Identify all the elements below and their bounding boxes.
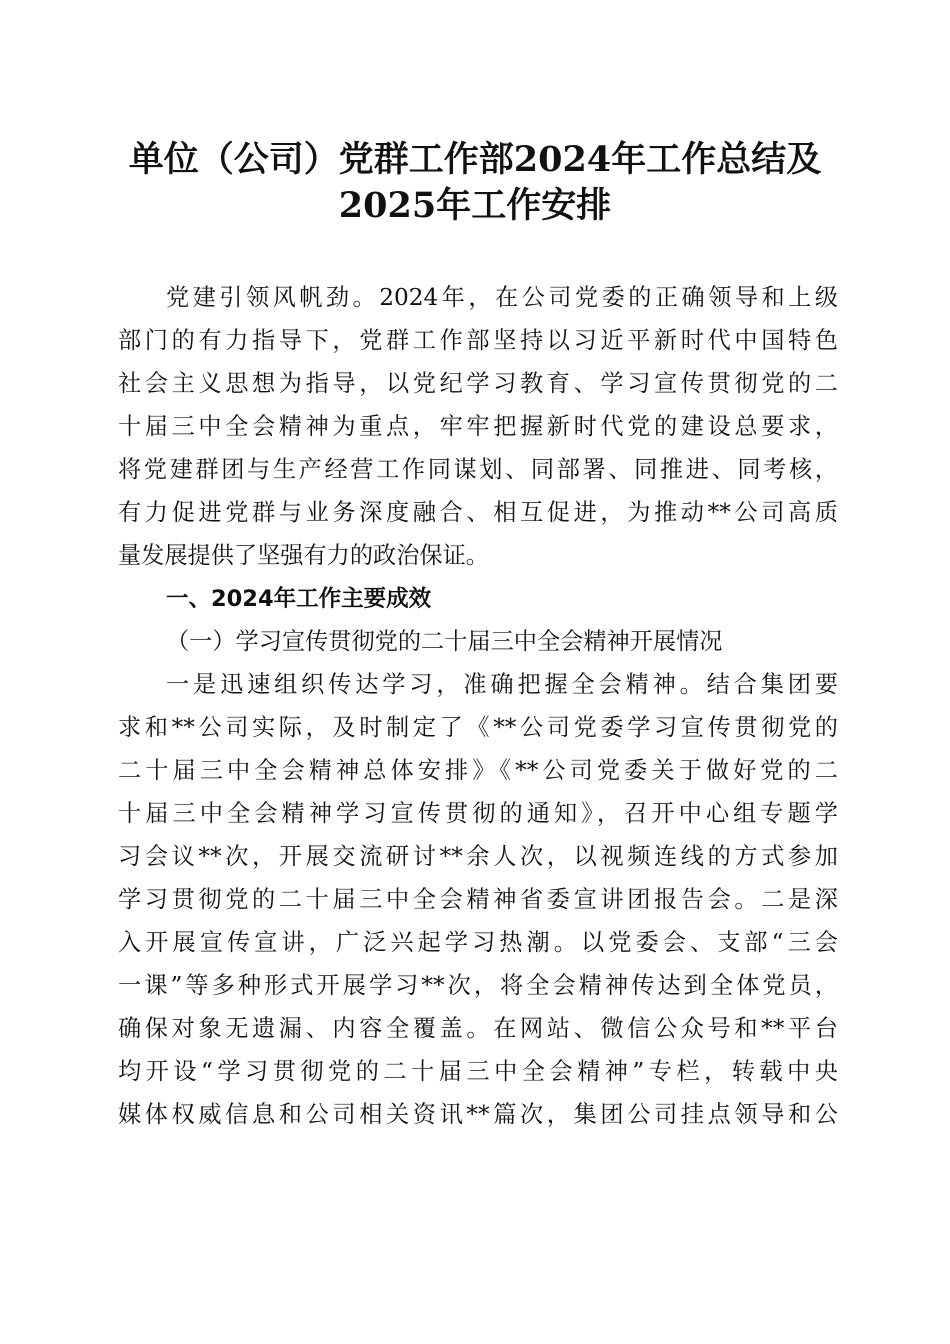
section-heading: 一、2024年工作主要成效 (166, 586, 432, 612)
paragraph-line: 确保对象无遗漏、内容全覆盖。在网站、微信公众号和**平台 (118, 1015, 838, 1042)
paragraph-line: 有力促进党群与业务深度融合、相互促进，为推动**公司高质 (118, 499, 838, 526)
paragraph-line: 二十届三中全会精神总体安排》《**公司党委关于做好党的二 (118, 757, 838, 784)
document-title-line-1: 单位（公司）党群工作部2024年工作总结及 (128, 139, 822, 180)
paragraph-line: 社会主义思想为指导，以党纪学习教育、学习宣传贯彻党的二 (118, 370, 838, 397)
paragraph-line: 一是迅速组织传达学习，准确把握全会精神。结合集团要 (166, 671, 838, 698)
paragraph-line: 量发展提供了坚强有力的政治保证。 (118, 542, 489, 569)
subsection-heading: （一）学习宣传贯彻党的二十届三中全会精神开展情况 (166, 628, 723, 655)
document-title-line-2: 2025年工作安排 (338, 185, 612, 226)
paragraph-line: 学习贯彻党的二十届三中全会精神省委宣讲团报告会。二是深 (118, 886, 838, 913)
paragraph-line: 部门的有力指导下，党群工作部坚持以习近平新时代中国特色 (118, 327, 838, 354)
paragraph-line: 入开展宣传宣讲，广泛兴起学习热潮。以党委会、支部“三会 (118, 929, 838, 956)
paragraph-line: 十届三中全会精神学习宣传贯彻的通知》，召开中心组专题学 (118, 800, 838, 827)
paragraph-line: 将党建群团与生产经营工作同谋划、同部署、同推进、同考核， (118, 456, 838, 483)
paragraph-line: 媒体权威信息和公司相关资讯**篇次，集团公司挂点领导和公 (118, 1101, 838, 1128)
paragraph-line: 求和**公司实际，及时制定了《**公司党委学习宣传贯彻党的 (118, 714, 838, 741)
paragraph-line: 党建引领风帆劲。2024年，在公司党委的正确领导和上级 (166, 284, 838, 311)
paragraph-line: 一课”等多种形式开展学习**次，将全会精神传达到全体党员， (118, 972, 838, 999)
paragraph-line: 习会议**次，开展交流研讨**余人次，以视频连线的方式参加 (118, 843, 838, 870)
paragraph-line: 十届三中全会精神为重点，牢牢把握新时代党的建设总要求， (118, 413, 838, 440)
paragraph-line: 均开设“学习贯彻党的二十届三中全会精神”专栏，转载中央 (118, 1058, 838, 1085)
